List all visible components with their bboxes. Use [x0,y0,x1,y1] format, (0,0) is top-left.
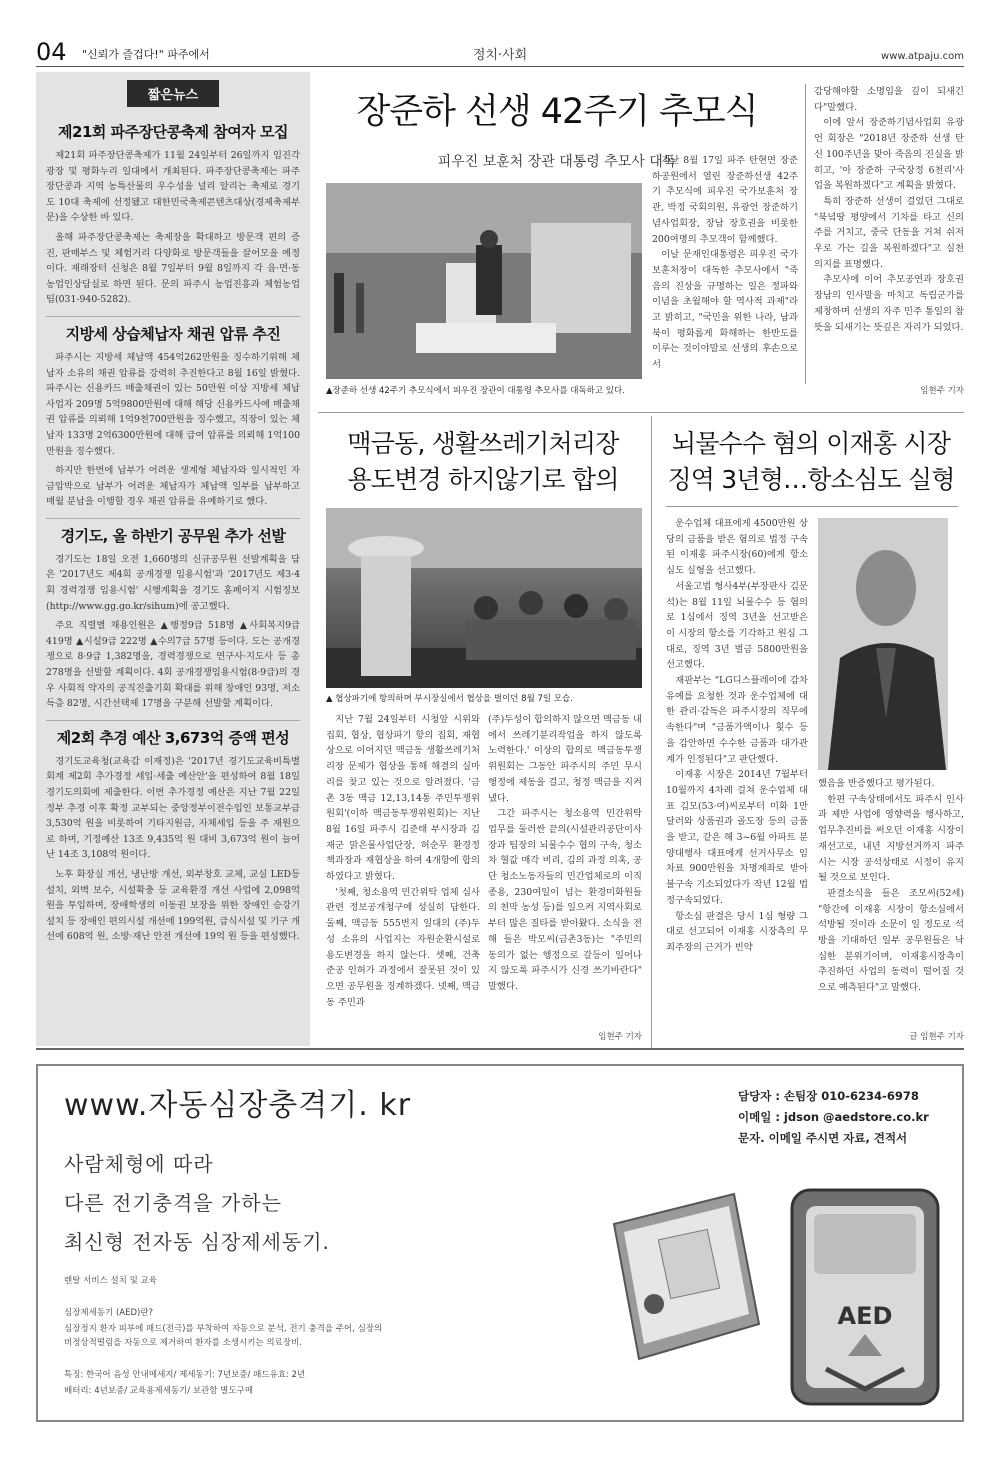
story3-byline: 글 임현주 기자 [909,1032,964,1042]
story2-headline-line: 맥금동, 생활쓰레기처리장 [347,429,619,458]
ad-features: 특징: 한국어 음성 안내메세지/ 제세동기: 7년보증/ 패드유효: 2년 [64,1370,306,1380]
ad-rental: 렌탈 서비스 설치 및 교육 [64,1276,157,1286]
story2-paragraph: 지난 7월 24일부터 시청앞 시위와 집회, 협상, 협상파기 항의 집회, 재협상으로 이어지던 맥금동 생활쓰레기처리장 문제가 협상을 통해 해결의 실마리를 찾고 있는 것으로 알려졌다. '금촌 3동 맥금 12,13,14통 주민투쟁위원회'(이하 맥금동투쟁위원회)는 지난 8월 16일 파주시 김준태 부시장과 김재군 맑은물사업단장, 허순무 환경정책과장과 재협상을 하여 4개항에 합의하였다고 밝혔다. [326,714,480,883]
story3-paragraph: 판결소식을 들은 조모씨(52세) "항간에 이재홍 시장이 항소심에서 석방될 것이라 소문이 일 정도로 석방을 기대하던 일부 공무원들은 낙심한 분위기이며, 이재홍시장측이 추진하던 사업의 동력이 떨어질 것으로 예측된다"고 말했다. [818,887,964,994]
short-news-badge: 짧은뉴스 [127,80,219,107]
story3-body-col2 [818,776,964,1018]
page-number: 04 [36,38,67,66]
story3-paragraph: 이재홍 시장은 2014년 7월부터 10월까지 4차례 걸쳐 운수업체 대표 김모(53·여)씨로부터 미화 1만 달러와 상품권과 골도장 등의 금품을 받고, 같은 해 3~6월 아파트 분양대행사 대표에게 선거사무소 임차료 900만원을 차명계좌로 받아 불구속 기소되었다가 작년 12월 법정구속되었다. [666,769,808,906]
story2-paragraph: (주)두성이 합의하지 않으면 맥금동 내에서 쓰레기분리작업을 하지 않도록 노력한다.' 이상의 합의로 맥금동투쟁위원회는 그동안 파주시의 주민 무시 행정에 제동을 걸고, 청정 맥금을 지켜냈다. [488,714,642,804]
main-paragraph: 이날 문재인대통령은 피우진 국가보훈처장이 대독한 추모사에서 "죽음의 진상을 규명하는 일은 정파와 이념을 초월해야 할 역사적 과제"라고 밝히고, "국민을 위한 나라, 남과 북이 평화롭게 화해하는 한반도를 이루는 것이야말로 선생의 후손으로서 [652,249,798,371]
main-paragraph: 지난 8월 17일 파주 탄현면 장준하공원에서 열린 장준하선생 42주기 추모식에 피우진 국가보훈처 장관, 박정 국회의원, 유광언 장준하기념사업회장, 장남 장호권을 비롯한 200여명의 추모객이 함께했다. [652,155,798,245]
story3-paragraph: 재판부는 "LG디스플레이에 감차 유예를 요청한 것과 운수업체에 대한 관리·감독은 파주시장의 직무에 속한다"며 "금품가액이나 횟수 등을 감안하면 수수한 금품과 대가관계가 인정된다"고 판단했다. [666,675,808,765]
ad-features: 배터리: 4년보증/ 교육용제세동기/ 보관함 별도구매 [64,1386,254,1396]
mayor-photo [818,518,948,770]
main-paragraph: 추모사에 이어 추모공연과 장호권 장남의 인사말을 마치고 독립군가를 제창하며 선생의 자주 민주 통일의 참뜻을 되새기는 뜻깊은 자리가 되었다. [814,274,964,333]
brief-paragraph: 주요 직렬별 채용인원은 ▲행정9급 518명 ▲사회복지9급 419명 ▲시설9급 222명 ▲수의7급 57명 등이다. 도는 공개경쟁으로 8·9급 1,382명을, 경력경쟁으로 연구사·지도사 등 총 278명을 선발할 계획이다. 4회 공개경쟁임용시험(8·9급)의 경우 사회적 약자의 공직진출기회 확대를 위해 장애인 93명, 저소득층 82명, 시간선택제 17명을 구분해 선발할 계획이다. [46,620,300,710]
paper-slogan: "신뢰가 즐겁다!" 파주에서 [82,48,210,61]
brief-paragraph: 경기도교육청(교육감 이재정)은 '2017년 경기도교육비특별회계 제2회 추가경정 세입·세출 예산안'을 편성하여 8월 18일 경기도의회에 제출한다. 이번 추가경정 예산은 지난 7월 22일 정부 추경 이후 확정 교부되는 중앙정부이전수입인 보통교부금 3,530억 원을 비롯하여 기타지원금, 자체세입 등을 주 재원으로 하며, 기정예산 13조 9,435억 원 대비 3,673억 원이 늘어난 14조 3,108억 원이다. [46,755,300,861]
story3-body-col1 [666,516,808,1048]
header-divider [36,66,964,67]
aed-advertisement[interactable] [36,1064,964,1422]
story3-paragraph: 한편 구속상태에서도 파주시 인사과 제반 사업에 영향력을 행사하고, 업무추진비를 써오던 이재홍 시장이 재선고로, 내년 지방선거까지 파주시는 시장 공석상태로 시정이 유지될 것으로 보인다. [818,793,964,884]
ad-what-title: 심장제세동기 (AED)란? [64,1308,154,1318]
aed-device-label: AED [837,1302,893,1330]
story3-paragraph: 항소심 판결은 당시 1심 형량 그대로 선고되어 이재홍 시장측의 무죄주장의 근거가 빈약 [666,910,808,953]
brief-divider [46,518,300,519]
brief-title: 제21회 파주장단콩축제 참여자 모집 [58,123,288,141]
memorial-photo-illustration [326,183,642,379]
mayor-photo-illustration [818,518,948,770]
main-headline: 장준하 선생 42주기 추모식 [356,92,758,132]
brief-paragraph: 경기도는 18일 오전 1,660명의 신규공무원 선발계획을 담은 '2017년도 제4회 공개경쟁 임용시험'과 '2017년도 제3·4회 경력경쟁 임용시험' 시행계획을 경기도 홈페이지 시험정보(http://www.gg.go.kr/sihum)에 공고했다. [46,553,300,612]
ad-url[interactable]: www.자동심장충격기. kr [64,1088,412,1123]
story3-headline-line: 뇌물수수 혐의 이재홍 시장 [671,429,951,458]
story2-paragraph: '첫째, 청소용역 민간위탁 업체 심사 관련 정보공개청구에 성실히 답한다. 둘째, 맥금동 555번지 일대의 (주)두성 소유의 사업지는 자원순환시설로 용도변경을 하지 않는다. 셋째, 건축 준공 인허가 과정에서 잘못된 것이 있으면 공무원을 징계하겠다. 넷째, 맥금동 주민과 [326,886,480,1008]
ad-contact-line: 문자. 이메일 주시면 자료, 견적서 [738,1131,908,1145]
main-byline: 임현주 기자 [920,386,964,396]
story3-paragraph: 운수업체 대표에게 4500만원 상당의 금품을 받은 혐의로 법정 구속된 이재홍 파주시장(60)에게 항소심도 실형을 선고했다. [666,518,808,577]
brief-divider [46,720,300,721]
ad-what-body: 심장정지 환자 피부에 패드(전극)를 부착하여 자동으로 분석, 전기 충격을 주어, 심장의 [64,1324,383,1334]
story2-headline-line: 용도변경 하지않기로 합의 [347,465,619,494]
column-divider [651,416,652,1048]
aed-device-icon [786,1184,944,1410]
ad-tagline: 다른 전기충격을 가하는 [64,1191,282,1215]
brief-title: 경기도, 올 하반기 공무원 추가 선발 [60,526,286,545]
main-body-col1 [652,153,798,371]
ad-tagline: 사람체형에 따라 [64,1152,214,1176]
main-subheadline: 피우진 보훈처 장관 대통령 추모사 대독 [437,154,677,170]
story3-divider [666,506,958,507]
story2-headline [318,426,648,498]
aed-trainer-device-icon [594,1184,764,1364]
negotiation-photo-illustration [326,508,642,688]
ad-contact-line: 담당자 : 손팀장 010-6234-6978 [738,1089,919,1103]
main-photo-caption: ▲장준하 선생 42주기 추모식에서 피우진 장관이 대통령 추모사를 대독하고 있다. [326,386,625,396]
story3-paragraph: 했음을 반증했다고 평가된다. [818,778,935,789]
ad-contact-line[interactable]: 이메일 : jdson @aedstore.co.kr [738,1110,929,1124]
story2-byline: 임현주 기자 [598,1032,642,1042]
main-body-col2 [814,84,964,374]
story2-body-col2 [488,712,642,1022]
story2-photo-caption: ▲ 협상파기에 항의하며 부시장실에서 협상을 벌이던 8월 7일 모습. [326,694,573,704]
story3-headline-line: 징역 3년형…항소심도 실형 [667,465,955,494]
brief-divider [46,316,300,317]
story3-headline [658,426,964,498]
memorial-photo [326,183,642,379]
story3-paragraph: 서울고법 형사4부(부장판사 김문석)는 8월 11일 뇌물수수 등 혐의로 1심에서 징역 3년을 선고받은 이 시장의 항소를 기각하고 원심 그대로, 징역 3년 벌금 5800만원을 선고했다. [666,580,808,671]
negotiation-photo [326,508,642,688]
main-paragraph: 특히 장준하 선생이 걸었던 그대로 "북녘땅 평양에서 기차를 타고 신의주를 거치고, 중국 단동을 거쳐 쉬저우로 가는 길을 복원하겠다"고 실천의지를 표명했다. [814,195,964,270]
main-paragraph: 감당해야할 소명임을 깊이 되새긴다"말했다. [814,86,964,113]
brief-title: 지방세 상습체납자 채권 압류 추진 [65,324,281,343]
main-paragraph: 이에 앞서 장준하기념사업회 유광언 회장은 "2018년 장준하 선생 탄신 100주년을 맞아 죽음의 진실을 밝히고, '아 장준하 구국장정 6천리'사업을 복원하겠다"고 계획을 밝혔다. [814,117,964,192]
paper-url[interactable]: www.atpaju.com [881,51,964,62]
column-divider [805,84,806,384]
brief-paragraph: 노후 화장실 개선, 냉난방 개선, 외부창호 교체, 교실 LED등 설치, 외벽 보수, 시설확충 등 교육환경 개선 사업에 2,098억 원을 투입하며, 장애학생의 이동권 보장을 위한 장애인 승강기 설치 등 장애인 편의시설 개선에 199억원, 급식시설 및 기구 개선에 608억 원, 소방·재난 안전 개선에 19억 원 등을 편성했다. [46,868,300,943]
ad-what-body: 비정상적떨림을 자동으로 제거하여 환자를 소생시키는 의료장비. [64,1338,302,1348]
section-title: 정치·사회 [472,48,528,63]
short-news-column [36,72,310,1046]
ad-tagline: 최신형 전자동 심장제세동기. [64,1230,330,1254]
ad-contact [738,1086,958,1149]
section-divider [318,412,964,413]
brief-paragraph: 제21회 파주장단콩축제가 11월 24일부터 26일까지 임진각 광장 및 평화누리 일대에서 개최된다. 파주장단콩축제는 파주장단콩과 지역 농특산물의 우수성을 널리 알리는 축제로 경기도 10대 축제에 선정됐고 대한민국축제콘텐츠대상(경제축제부문)을 수상한 바 있다. [46,150,300,224]
brief-paragraph: 올해 파주장단콩축제는 축제장을 확대하고 방문객 편의 증진, 판매부스 및 체험거리 다양화로 방문객들을 끌어모을 예정이다. 재래장터 신청은 8월 7일부터 9월 8일까지 각 읍·면·동 농업인상담실로 하면 된다. 문의 파주시 농업진흥과 체험농업팀(031-940-5282). [46,231,300,306]
story2-paragraph: 그간 파주시는 청소용역 민간위탁 업무를 둘러싼 끝의(시설관리공단이사장과 팀장의 뇌물수수 협의 구속, 청소차 혈값 매각 비리, 김의 과정 의혹, 공단 청소노동자들의 민간업체로의 이직 종용, 230여일이 넘는 환경미화원들의 천막 농성 등)를 일으켜 지역사회로부터 많은 질타를 받아왔다. 소식을 전해 들은 박모씨(금촌3동)는 "주민의 동의가 없는 행정으로 갈등이 일어나지 않도록 파주시가 신경 쓰기바란다" 말했다. [488,808,642,992]
brief-title: 제2회 추경 예산 3,673억 증액 편성 [56,728,290,747]
brief-paragraph: 파주시는 지방세 체납액 454억262만원을 징수하기위해 체납자 소유의 채권 압류를 강력히 추진한다고 8월 16일 밝혔다. 파주시는 신용카드 매출채권이 있는 50만원 이상 지방세 체납사업자 209명 5억9800만원에 대해 해당 신용카드사에 매출채권 압류를 의뢰해 1억9천700만원을 징수했고, 직장이 있는 체납자 133명 2억6300만원에 대해 급여 압류를 의뢰해 1억100만원을 징수했다. [46,351,300,457]
brief-paragraph: 하지만 한번에 납부가 어려운 생계형 체납자와 일시적인 자금압박으로 납부가 어려운 체납자가 체납액 일부를 납부하고 매월 분납을 이행할 경우 채권 압류를 유예하기로 했다. [46,465,300,508]
page-bottom-divider [36,1048,964,1050]
story2-body-col1 [326,712,480,1048]
